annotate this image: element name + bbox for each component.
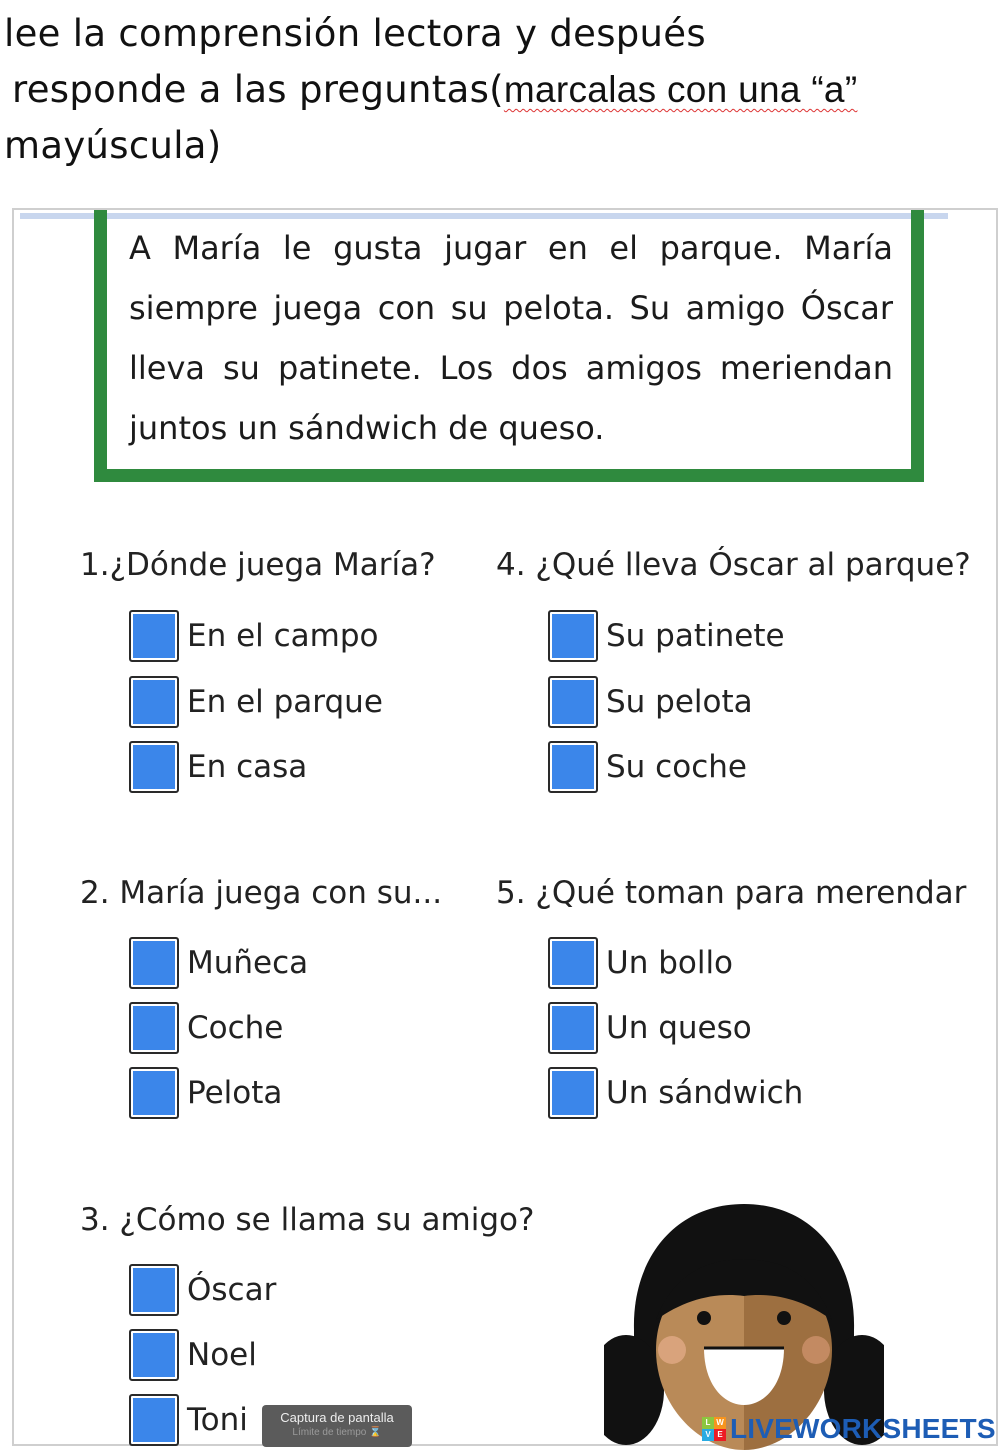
answer-option	[548, 1061, 803, 1125]
answer-checkbox[interactable]	[129, 1067, 179, 1119]
instruction-line-3: mayúscula)	[4, 124, 222, 167]
answer-checkbox[interactable]	[129, 1394, 179, 1446]
answer-label: Coche	[187, 1010, 284, 1046]
answer-label: Noel	[187, 1337, 257, 1373]
answer-label: Su coche	[606, 749, 747, 785]
instruction-line-1: lee la comprensión lectora y después	[4, 12, 706, 55]
question-3: 3. ¿Cómo se llama su amigo?	[80, 1202, 535, 1238]
question-1: 1.¿Dónde juega María?	[80, 547, 436, 583]
answer-checkbox[interactable]	[129, 610, 179, 662]
answer-option	[129, 1061, 282, 1125]
answer-checkbox[interactable]	[129, 741, 179, 793]
answer-label: En casa	[187, 749, 308, 785]
answer-label: Pelota	[187, 1075, 283, 1111]
answer-label: Su pelota	[606, 684, 753, 720]
instruction-line-2	[12, 68, 857, 111]
answer-label: Su patinete	[606, 618, 785, 654]
answer-checkbox[interactable]	[548, 676, 598, 728]
question-5: 5. ¿Qué toman para merendar	[496, 875, 967, 911]
answer-label: En el parque	[187, 684, 383, 720]
answer-checkbox[interactable]	[548, 610, 598, 662]
answer-label: Toni	[187, 1402, 248, 1438]
answer-option	[129, 735, 307, 799]
answer-label: Muñeca	[187, 945, 309, 981]
answer-checkbox[interactable]	[129, 676, 179, 728]
answer-option	[129, 1323, 257, 1387]
instruction-emphasis: marcalas con una “a”	[503, 69, 858, 110]
answer-checkbox[interactable]	[548, 937, 598, 989]
liveworksheets-icon: L W V E	[702, 1417, 726, 1441]
answer-option	[129, 1388, 248, 1452]
answer-checkbox[interactable]	[548, 741, 598, 793]
answer-option	[548, 931, 733, 995]
answer-label: Un sándwich	[606, 1075, 804, 1111]
time-limit-label: Límite de tiempo ⌛	[292, 1427, 382, 1438]
worksheet	[12, 208, 998, 1446]
answer-option	[129, 670, 383, 734]
screenshot-label: Captura de pantalla	[280, 1410, 394, 1425]
answer-label: Un bollo	[606, 945, 734, 981]
question-4: 4. ¿Qué lleva Óscar al parque?	[496, 547, 971, 583]
story-text: A María le gusta jugar en el parque. María siempre juega con su pelota. Su amigo Óscar lleva su patinete. Los dos amigos meriendan juntos un sándwich de queso.	[129, 229, 893, 447]
instruction-line-2-text: responde a las preguntas(	[12, 68, 504, 111]
question-2: 2. María juega con su...	[80, 875, 443, 911]
answer-checkbox[interactable]	[548, 1067, 598, 1119]
liveworksheets-name: LIVEWORKSHEETS	[730, 1413, 996, 1444]
answer-option	[129, 996, 283, 1060]
screenshot-button[interactable]	[262, 1405, 412, 1447]
answer-option	[129, 604, 379, 668]
answer-checkbox[interactable]	[129, 1329, 179, 1381]
story-box	[94, 210, 924, 482]
answer-label: Un queso	[606, 1010, 752, 1046]
answer-option	[129, 931, 308, 995]
answer-label: En el campo	[187, 618, 379, 654]
answer-option	[548, 735, 747, 799]
answer-option	[548, 604, 785, 668]
answer-option	[548, 670, 753, 734]
liveworksheets-logo[interactable]	[702, 1413, 996, 1445]
answer-option	[129, 1258, 276, 1322]
answer-checkbox[interactable]	[129, 1264, 179, 1316]
answer-option	[548, 996, 752, 1060]
answer-checkbox[interactable]	[548, 1002, 598, 1054]
answer-label: Óscar	[187, 1272, 277, 1308]
answer-checkbox[interactable]	[129, 937, 179, 989]
answer-checkbox[interactable]	[129, 1002, 179, 1054]
